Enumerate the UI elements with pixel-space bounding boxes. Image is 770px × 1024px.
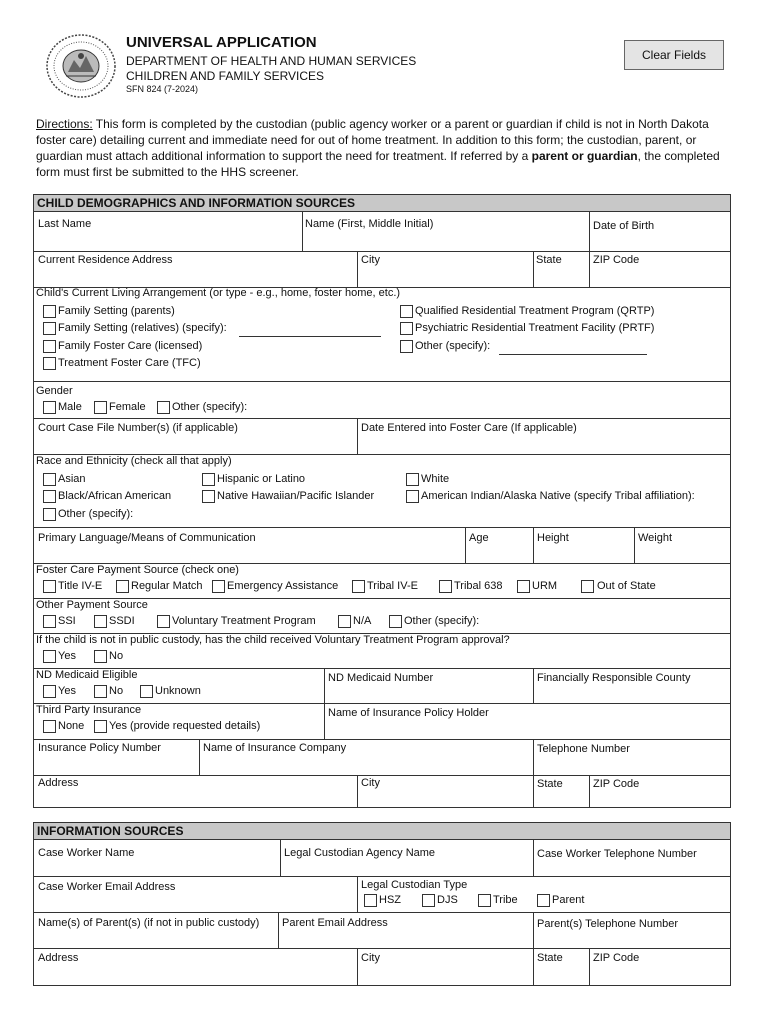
information-sources-section xyxy=(33,822,731,986)
other-payment-na-checkbox[interactable] xyxy=(338,615,351,628)
vtp-yes-checkbox[interactable] xyxy=(43,650,56,663)
race-hispanic-checkbox[interactable] xyxy=(202,473,215,486)
other-payment-na-label: N/A xyxy=(353,615,372,627)
other-payment-vtp-label: Voluntary Treatment Program xyxy=(172,615,316,627)
living-prtf-label: Psychiatric Residential Treatment Facility (PRTF) xyxy=(415,322,655,334)
insurance-zip-label: ZIP Code xyxy=(593,778,640,790)
state-seal-icon xyxy=(44,32,118,100)
other-payment-label: Other Payment Source xyxy=(36,599,148,611)
state-label: State xyxy=(536,254,562,266)
payment-emergency-label: Emergency Assistance xyxy=(227,580,339,592)
gender-male-checkbox[interactable] xyxy=(43,401,56,414)
race-white-label: White xyxy=(421,473,450,485)
dob-label: Date of Birth xyxy=(593,220,655,232)
custodian-tribe-checkbox[interactable] xyxy=(478,894,491,907)
parent-email-label: Parent Email Address xyxy=(282,917,388,929)
payment-urm-label: URM xyxy=(532,580,558,592)
custodian-tribe-label: Tribe xyxy=(493,894,518,906)
third-party-yes-checkbox[interactable] xyxy=(94,720,107,733)
race-white-checkbox[interactable] xyxy=(406,473,419,486)
division-name: CHILDREN AND FAMILY SERVICES xyxy=(126,69,325,83)
weight-label: Weight xyxy=(638,532,673,544)
payment-outstate-checkbox[interactable] xyxy=(581,580,594,593)
gender-label: Gender xyxy=(36,385,73,397)
other-payment-ssi-checkbox[interactable] xyxy=(43,615,56,628)
insurance-city-label: City xyxy=(361,777,380,789)
custodian-type-label: Legal Custodian Type xyxy=(361,879,468,891)
third-party-label: Third Party Insurance xyxy=(36,704,142,716)
payment-title4e-checkbox[interactable] xyxy=(43,580,56,593)
form-number: SFN 824 (7-2024) xyxy=(126,84,199,94)
zip-label: ZIP Code xyxy=(593,254,640,266)
living-relatives-checkbox[interactable] xyxy=(43,322,56,335)
custodian-hsz-label: HSZ xyxy=(379,894,401,906)
vtp-yes-label: Yes xyxy=(58,650,76,662)
child-demographics-section xyxy=(33,194,731,808)
payment-outstate-label: Out of State xyxy=(597,580,656,592)
court-case-label: Court Case File Number(s) (if applicable) xyxy=(38,422,238,434)
insurance-company-label: Name of Insurance Company xyxy=(203,742,347,754)
gender-other-checkbox[interactable] xyxy=(157,401,170,414)
telephone-label: Telephone Number xyxy=(537,743,630,755)
other-payment-ssdi-checkbox[interactable] xyxy=(94,615,107,628)
living-licensed-label: Family Foster Care (licensed) xyxy=(58,340,203,352)
gender-female-label: Female xyxy=(109,401,146,413)
parents-name-label: Name(s) of Parent(s) (if not in public custody) xyxy=(38,917,260,929)
race-black-label: Black/African American xyxy=(58,490,172,502)
living-other-label: Other (specify): xyxy=(415,340,491,352)
directions-body-2: , the completed form must first be submitted to the HHS screener. xyxy=(36,149,720,179)
caseworker-phone-label: Case Worker Telephone Number xyxy=(537,848,697,860)
custodian-djs-label: DJS xyxy=(437,894,458,906)
living-qrtp-label: Qualified Residential Treatment Program (QRTP) xyxy=(415,305,655,317)
living-relatives-label: Family Setting (relatives) (specify): xyxy=(58,322,227,334)
directions-text xyxy=(36,116,738,180)
vtp-no-checkbox[interactable] xyxy=(94,650,107,663)
date-foster-label: Date Entered into Foster Care (If applicable) xyxy=(361,422,577,434)
medicaid-yes-label: Yes xyxy=(58,685,76,697)
payment-emergency-checkbox[interactable] xyxy=(212,580,225,593)
county-label: Financially Responsible County xyxy=(537,672,691,684)
third-party-none-checkbox[interactable] xyxy=(43,720,56,733)
payment-regular-checkbox[interactable] xyxy=(116,580,129,593)
directions-label: Directions: xyxy=(36,117,93,131)
race-black-checkbox[interactable] xyxy=(43,490,56,503)
policy-holder-label: Name of Insurance Policy Holder xyxy=(328,707,489,719)
relatives-specify-field[interactable] xyxy=(239,336,381,337)
gender-female-checkbox[interactable] xyxy=(94,401,107,414)
race-asian-label: Asian xyxy=(58,473,86,485)
medicaid-unknown-label: Unknown xyxy=(155,685,201,697)
custodian-parent-label: Parent xyxy=(552,894,585,906)
race-asian-checkbox[interactable] xyxy=(43,473,56,486)
insurance-state-label: State xyxy=(537,778,563,790)
department-name: DEPARTMENT OF HEALTH AND HUMAN SERVICES xyxy=(126,54,417,68)
language-label: Primary Language/Means of Communication xyxy=(38,532,256,544)
race-hawaiian-label: Native Hawaiian/Pacific Islander xyxy=(217,490,375,502)
medicaid-eligible-label: ND Medicaid Eligible xyxy=(36,669,138,681)
medicaid-unknown-checkbox[interactable] xyxy=(140,685,153,698)
city-label: City xyxy=(361,254,380,266)
living-qrtp-checkbox[interactable] xyxy=(400,305,413,318)
parent-state-label: State xyxy=(537,952,563,964)
medicaid-no-checkbox[interactable] xyxy=(94,685,107,698)
medicaid-no-label: No xyxy=(109,685,124,697)
policy-number-label: Insurance Policy Number xyxy=(38,742,161,754)
payment-tribal4e-label: Tribal IV-E xyxy=(367,580,418,592)
other-payment-other-checkbox[interactable] xyxy=(389,615,402,628)
caseworker-name-label: Case Worker Name xyxy=(38,847,135,859)
caseworker-email-label: Case Worker Email Address xyxy=(38,881,176,893)
living-parents-checkbox[interactable] xyxy=(43,305,56,318)
payment-tribal4e-checkbox[interactable] xyxy=(352,580,365,593)
living-other-checkbox[interactable] xyxy=(400,340,413,353)
payment-regular-label: Regular Match xyxy=(131,580,203,592)
directions-bold: parent or guardian xyxy=(531,149,638,163)
custodian-djs-checkbox[interactable] xyxy=(422,894,435,907)
race-hawaiian-checkbox[interactable] xyxy=(202,490,215,503)
parent-zip-label: ZIP Code xyxy=(593,952,640,964)
payment-title4e-label: Title IV-E xyxy=(58,580,103,592)
other-payment-ssi-label: SSI xyxy=(58,615,76,627)
parent-address-label: Address xyxy=(38,952,79,964)
first-name-label: Name (First, Middle Initial) xyxy=(305,218,434,230)
age-label: Age xyxy=(469,532,489,544)
last-name-label: Last Name xyxy=(38,218,92,230)
other-payment-other-label: Other (specify): xyxy=(404,615,480,627)
race-label: Race and Ethnicity (check all that apply) xyxy=(36,455,232,467)
living-other-specify-field[interactable] xyxy=(499,354,647,355)
race-native-checkbox[interactable] xyxy=(406,490,419,503)
living-parents-label: Family Setting (parents) xyxy=(58,305,175,317)
living-tfc-label: Treatment Foster Care (TFC) xyxy=(58,357,201,369)
payment-urm-checkbox[interactable] xyxy=(517,580,530,593)
other-payment-vtp-checkbox[interactable] xyxy=(157,615,170,628)
race-other-checkbox[interactable] xyxy=(43,508,56,521)
living-arrangement-label: Child's Current Living Arrangement (or type - e.g., home, foster home, etc.) xyxy=(36,287,401,299)
custodian-parent-checkbox[interactable] xyxy=(537,894,550,907)
payment-source-label: Foster Care Payment Source (check one) xyxy=(36,564,239,576)
child-demographics-heading: CHILD DEMOGRAPHICS AND INFORMATION SOURCES xyxy=(34,195,730,212)
custodian-hsz-checkbox[interactable] xyxy=(364,894,377,907)
race-other-label: Other (specify): xyxy=(58,508,134,520)
race-native-label: American Indian/Alaska Native (specify Tribal affiliation): xyxy=(421,490,695,502)
payment-tribal638-checkbox[interactable] xyxy=(439,580,452,593)
payment-tribal638-label: Tribal 638 xyxy=(454,580,503,592)
living-licensed-checkbox[interactable] xyxy=(43,340,56,353)
third-party-none-label: None xyxy=(58,720,85,732)
third-party-yes-label: Yes (provide requested details) xyxy=(109,720,261,732)
medicaid-yes-checkbox[interactable] xyxy=(43,685,56,698)
information-sources-heading: INFORMATION SOURCES xyxy=(34,823,730,840)
race-hispanic-label: Hispanic or Latino xyxy=(217,473,306,485)
agency-name-label: Legal Custodian Agency Name xyxy=(284,847,436,859)
living-tfc-checkbox[interactable] xyxy=(43,357,56,370)
living-prtf-checkbox[interactable] xyxy=(400,322,413,335)
gender-male-label: Male xyxy=(58,401,82,413)
medicaid-number-label: ND Medicaid Number xyxy=(328,672,434,684)
vtp-no-label: No xyxy=(109,650,124,662)
residence-label: Current Residence Address xyxy=(38,254,173,266)
vtp-question-label: If the child is not in public custody, has the child received Voluntary Treatment Program approval? xyxy=(36,634,510,646)
clear-fields-button[interactable]: Clear Fields xyxy=(624,40,724,70)
parent-phone-label: Parent(s) Telephone Number xyxy=(537,918,679,930)
parent-city-label: City xyxy=(361,952,380,964)
height-label: Height xyxy=(537,532,569,544)
gender-other-label: Other (specify): xyxy=(172,401,248,413)
other-payment-ssdi-label: SSDI xyxy=(109,615,135,627)
directions-body-1: This form is completed by the custodian (public agency worker or a parent or guardian if child is not in North Dakota foster care) detailing current and immediate need for out of home treatment. In addition to this form; the custodian, parent, or guardian must attach additional information to support the need for treatment. If referred by a xyxy=(36,117,709,163)
form-title: UNIVERSAL APPLICATION xyxy=(126,34,317,51)
insurance-address-label: Address xyxy=(38,777,79,789)
